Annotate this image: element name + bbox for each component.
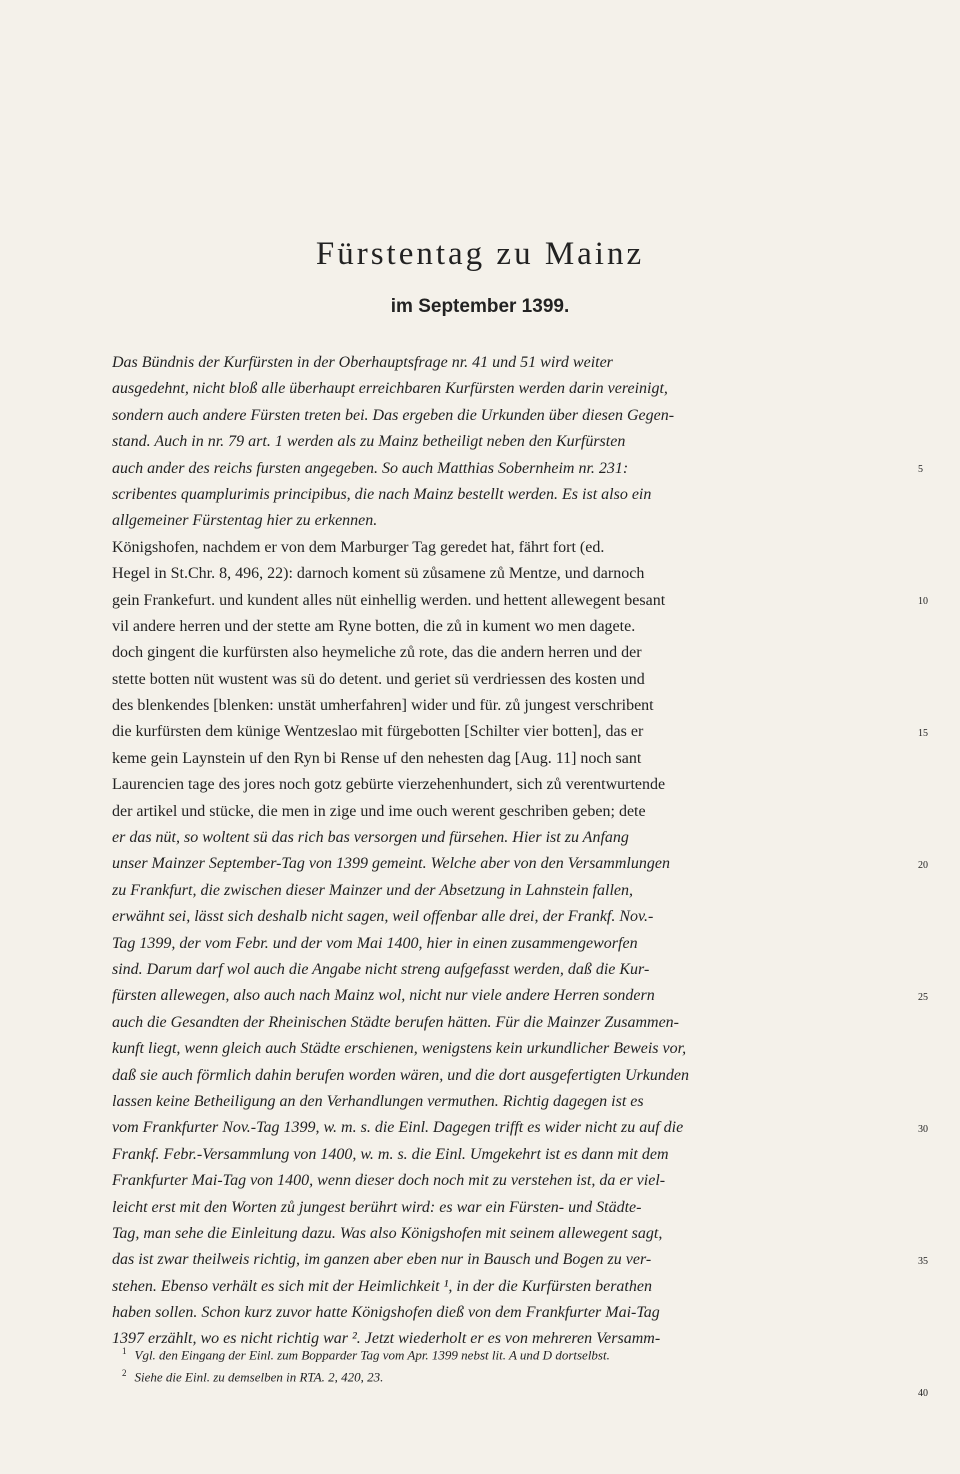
- body-text: [112, 350, 908, 1353]
- footnotes: [122, 1340, 908, 1384]
- line-number: 15: [918, 727, 928, 739]
- text-line: scribentes quamplurimis principibus, die nach Mainz bestellt werden. Es ist also ein: [112, 485, 652, 503]
- text-line: haben sollen. Schon kurz zuvor hatte Königshofen dieß von dem Frankfurter Mai-Tag: [112, 1304, 660, 1322]
- footnote: [122, 1340, 908, 1362]
- text-line: ausgedehnt, nicht bloß alle überhaupt erreichbaren Kurfürsten werden darin vereinigt,: [112, 380, 668, 398]
- text-line: stehen. Ebenso verhält es sich mit der Heimlichkeit ¹, in der die Kurfürsten berathen: [112, 1277, 652, 1295]
- text-line: Tag, man sehe die Einleitung dazu. Was also Königshofen mit seinem allewegent sagt,: [112, 1224, 663, 1242]
- text-line: er das nüt, so woltent sü das rich bas versorgen und fürsehen. Hier ist zu Anfang: [112, 829, 629, 847]
- text-line: Tag 1399, der vom Febr. und der vom Mai 1400, hier in einen zusammengeworfen: [112, 934, 638, 952]
- text-line: der artikel und stücke, die men in zige und ime ouch werent geschriben geben; dete: [112, 802, 646, 820]
- text-line: zu Frankfurt, die zwischen dieser Mainzer und der Absetzung in Lahnstein fallen,: [112, 881, 634, 899]
- text-line: kunft liegt, wenn gleich auch Städte erschienen, wenigstens kein urkundlicher Beweis vor,: [112, 1040, 687, 1058]
- text-line: vom Frankfurter Nov.-Tag 1399, w. m. s. die Einl. Dagegen trifft es wider nicht zu auf die: [112, 1119, 684, 1137]
- footnote: [122, 1362, 908, 1384]
- text-line: Laurencien tage des jores noch gotz gebürte vierzehenhundert, sich zů verentwurtende: [112, 776, 666, 794]
- line-number: 5: [918, 463, 923, 475]
- text-line: leicht erst mit den Worten zů jungest berührt wird: es war ein Fürsten- und Städte-: [112, 1198, 642, 1216]
- line-number: 25: [918, 991, 928, 1003]
- text-line: unser Mainzer September-Tag von 1399 gemeint. Welche aber von den Versammlungen: [112, 855, 670, 873]
- footnote-text: Vgl. den Eingang der Einl. zum Bopparder Tag vom Apr. 1399 nebst lit. A und D dortselbst.: [134, 1347, 610, 1362]
- text-line: stand. Auch in nr. 79 art. 1 werden als zu Mainz betheiligt neben den Kurfürsten: [112, 433, 626, 451]
- text-line: das ist zwar theilweis richtig, im ganzen aber eben nur in Bausch und Bogen zu ver-: [112, 1251, 652, 1269]
- text-line: keme gein Laynstein uf den Ryn bi Rense uf den nehesten dag [Aug. 11] noch sant: [112, 749, 642, 767]
- text-line: sind. Darum darf wol auch die Angabe nicht streng aufgefasst werden, daß die Kur-: [112, 960, 650, 978]
- text-line: sondern auch andere Fürsten treten bei. Das ergeben die Urkunden über diesen Gegen-: [112, 406, 675, 424]
- text-line: auch die Gesandten der Rheinischen Städte berufen hätten. Für die Mainzer Zusammen-: [112, 1013, 679, 1031]
- text-line: Frankfurter Mai-Tag von 1400, wenn dieser doch noch mit zu verstehen ist, da er viel-: [112, 1172, 666, 1190]
- text-line: 1397 erzählt, wo es nicht richtig war ². Jetzt wiederholt er es von mehreren Versamm-: [112, 1330, 661, 1348]
- text-line: doch gingent die kurfürsten also heymeliche zů rote, das die andern herren und der: [112, 644, 642, 662]
- line-number: 10: [918, 595, 928, 607]
- text-line: Königshofen, nachdem er von dem Marburger Tag geredet hat, fährt fort (ed.: [112, 538, 605, 556]
- text-line: auch ander des reichs fursten angegeben. So auch Matthias Sobernheim nr. 231:: [112, 459, 629, 477]
- text-line: allgemeiner Fürstentag hier zu erkennen.: [112, 512, 378, 530]
- footnote-text: Siehe die Einl. zu demselben in RTA. 2, 420, 23.: [134, 1369, 384, 1384]
- line-number: 40: [918, 1387, 928, 1399]
- line-number: 30: [918, 1123, 928, 1135]
- text-line: Frankf. Febr.-Versammlung von 1400, w. m. s. die Einl. Umgekehrt ist es dann mit dem: [112, 1145, 669, 1163]
- text-line: gein Frankefurt. und kundent alles nüt einhellig werden. und hettent allewegent besant: [112, 591, 666, 609]
- page-subtitle: im September 1399.: [390, 296, 570, 317]
- text-line: Das Bündnis der Kurfürsten in der Oberhauptsfrage nr. 41 und 51 wird weiter: [112, 354, 613, 371]
- text-line: Hegel in St.Chr. 8, 496, 22): darnoch koment sü zůsamene zů Mentze, und darnoch: [112, 565, 645, 583]
- footnote-mark: 2: [122, 1368, 127, 1378]
- page-title: Fürstentag zu Mainz: [315, 236, 645, 272]
- text-line: daß sie auch förmlich dahin berufen worden wären, und die dort ausgefertigten Urkunden: [112, 1066, 689, 1084]
- text-line: erwähnt sei, lässt sich deshalb nicht sagen, weil offenbar alle drei, der Frankf. Nov.-: [112, 908, 654, 926]
- text-line: fürsten allewegen, also auch nach Mainz wol, nicht nur viele andere Herren sondern: [112, 987, 655, 1005]
- text-line: stette botten nüt wustent was sü do detent. und geriet sü verdriessen des kosten und: [112, 670, 645, 688]
- line-number: 20: [918, 859, 928, 871]
- text-line: die kurfürsten dem künige Wentzeslao mit fürgebotten [Schilter vier botten], das er: [112, 723, 644, 741]
- text-line: des blenkendes [blenken: unstät umherfahren] wider und für. zů jungest verschribent: [112, 697, 654, 715]
- text-line: lassen keine Betheiligung an den Verhandlungen vermuthen. Richtig dagegen ist es: [112, 1092, 644, 1110]
- line-number: 35: [918, 1255, 928, 1267]
- footnote-mark: 1: [122, 1346, 127, 1356]
- text-line: vil andere herren und der stette am Ryne botten, die zů in kument wo men dagete.: [112, 617, 636, 635]
